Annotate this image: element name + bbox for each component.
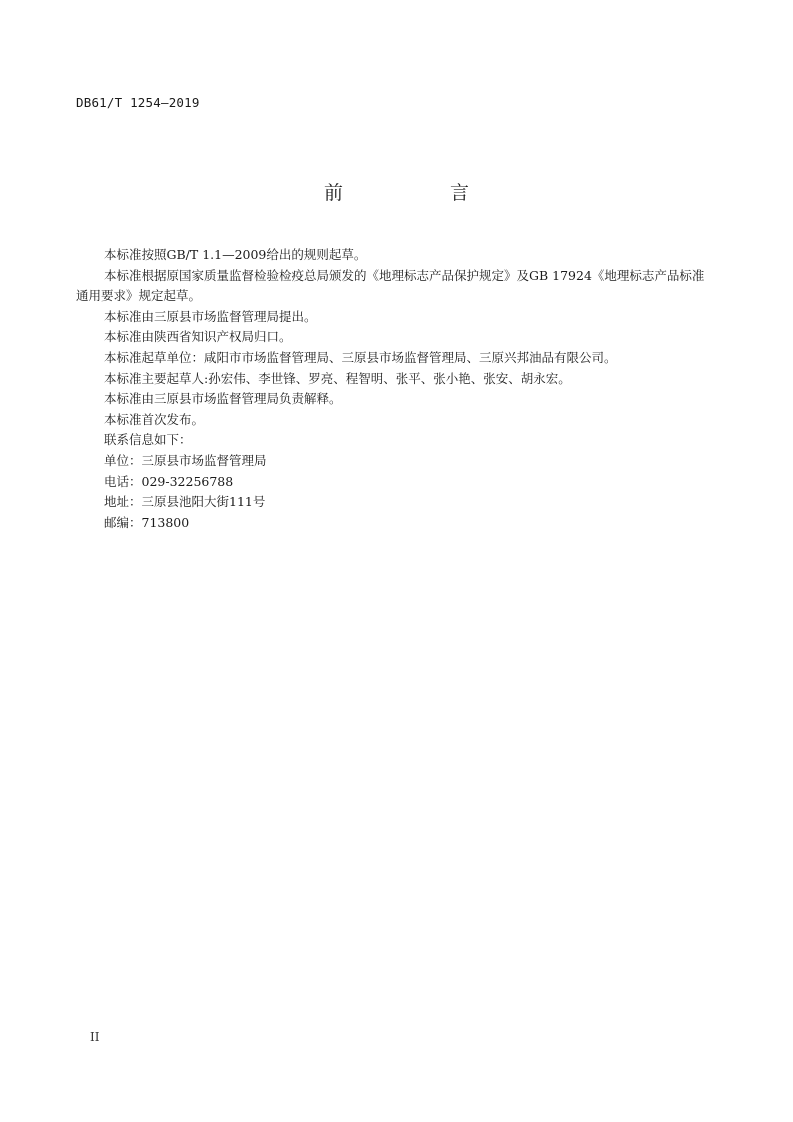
page-title: 前 言 [323,182,513,204]
page-number: II [90,1030,100,1044]
paragraph-centralized-by: 本标准由陕西省知识产权局归口。 [104,329,292,345]
paragraph-drafting-units: 本标准起草单位：咸阳市市场监督管理局、三原县市场监督管理局、三原兴邦油品有限公司。 [104,349,617,365]
contact-heading: 联系信息如下： [104,432,192,448]
foreword-body [76,245,706,533]
paragraph-first-release: 本标准首次发布。 [104,411,205,427]
paragraph-drafters: 本标准主要起草人:孙宏伟、李世锋、罗亮、程智明、张平、张小艳、张安、胡永宏。 [104,370,571,386]
paragraph-basis: 本标准根据原国家质量监督检验检疫总局颁发的《地理标志产品保护规定》及GB 17924《地理标志产品标准通用要求》规定起草。 [76,267,705,304]
paragraph-drafting-rules: 本标准按照GB/T 1.1—2009给出的规则起草。 [104,247,367,262]
contact-address: 地址：三原县池阳大街111号 [104,494,266,510]
contact-unit: 单位：三原县市场监督管理局 [104,452,267,468]
contact-postcode: 邮编：713800 [104,514,190,530]
standard-code: DB61/T 1254—2019 [76,95,200,110]
paragraph-interpretation: 本标准由三原县市场监督管理局负责解释。 [104,391,342,407]
paragraph-proposed-by: 本标准由三原县市场监督管理局提出。 [104,308,317,324]
contact-phone: 电话：029-32256788 [104,473,234,489]
